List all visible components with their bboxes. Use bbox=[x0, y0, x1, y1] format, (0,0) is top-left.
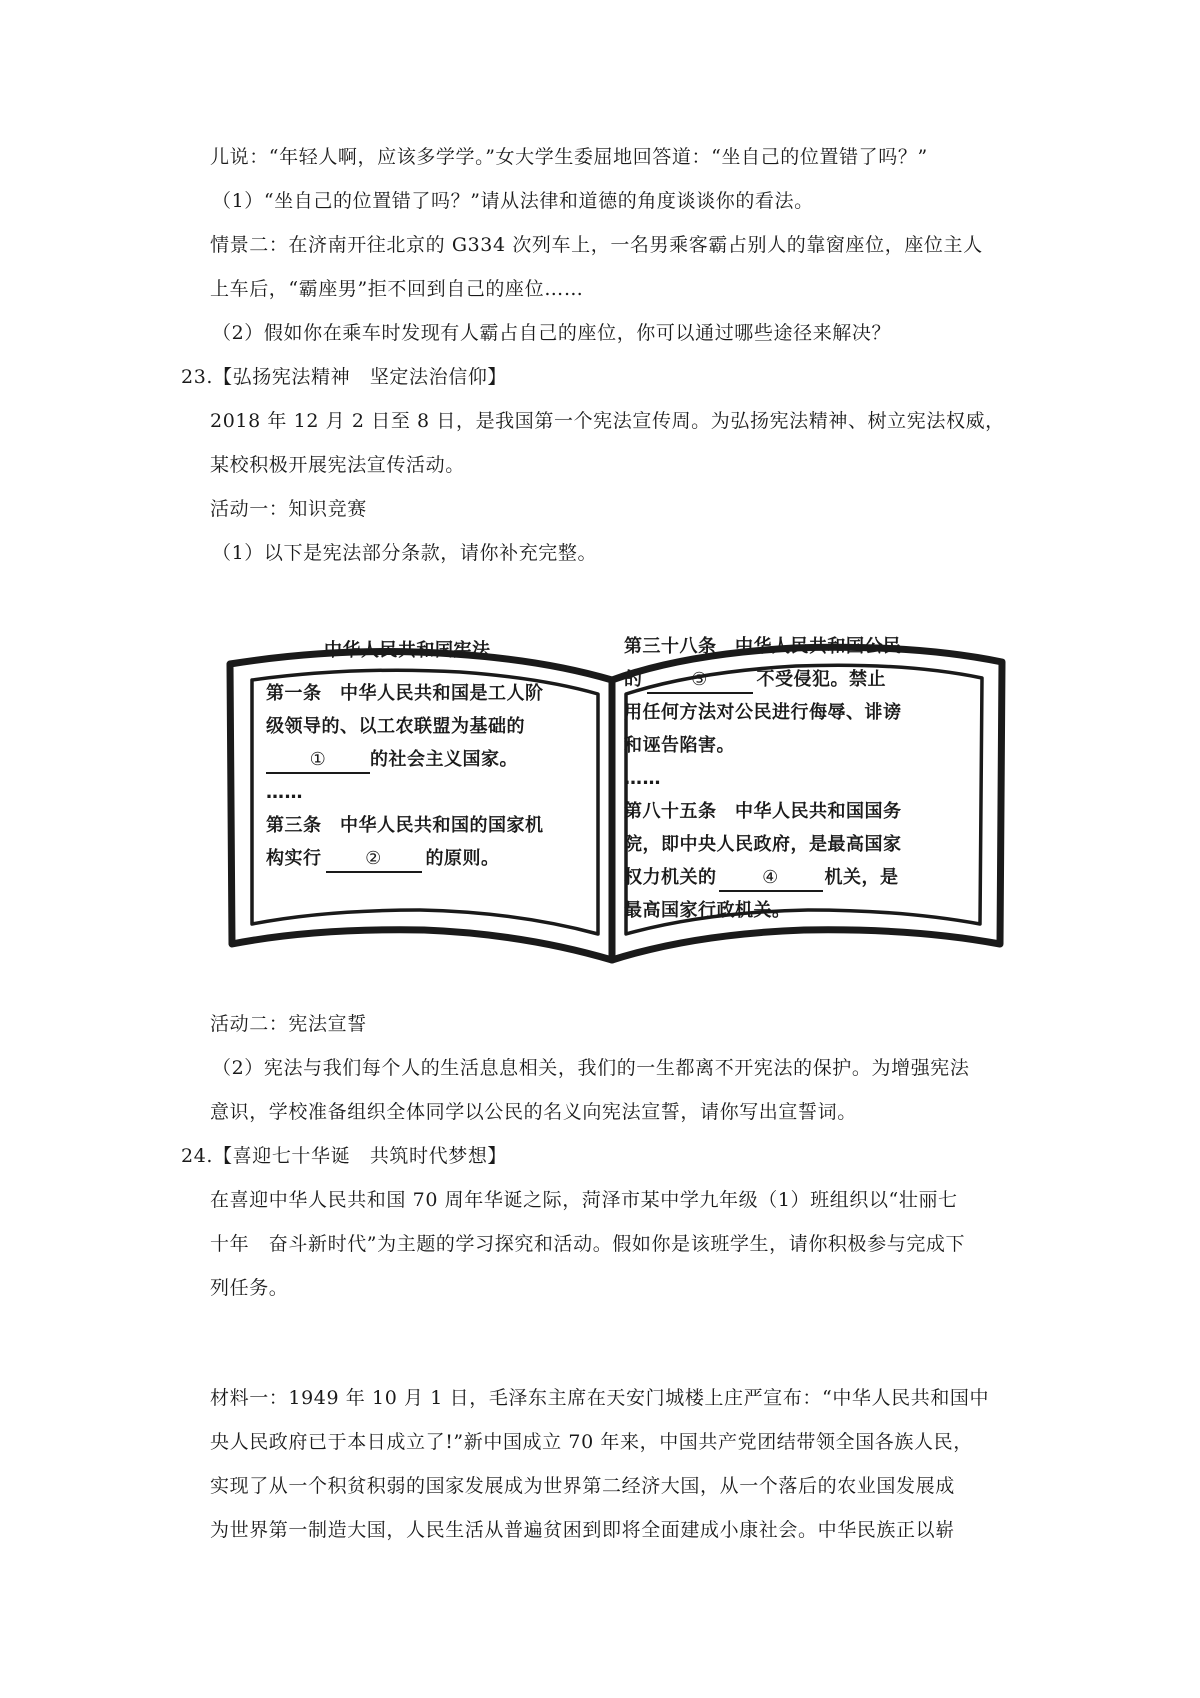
blank-4: ④ bbox=[719, 866, 823, 892]
article-85-line-3 bbox=[624, 861, 899, 894]
q24-intro-line-2: 十年 奋斗新时代”为主题的学习探究和活动。假如你是该班学生，请你积极参与完成下 bbox=[210, 1233, 966, 1255]
activity-two-label: 活动二：宪法宣誓 bbox=[210, 1013, 367, 1035]
question-24-heading: 24.【喜迎七十华诞 共筑时代梦想】 bbox=[181, 1145, 508, 1167]
question-23-part-1: （1）以下是宪法部分条款，请你补充完整。 bbox=[212, 542, 598, 564]
article-1-line-3 bbox=[266, 743, 518, 776]
article-85-line-2: 院，即中央人民政府，是最高国家 bbox=[624, 834, 902, 855]
article-3-line-2 bbox=[266, 842, 500, 875]
article-85-line-4: 最高国家行政机关。 bbox=[624, 900, 791, 921]
activity-one-label: 活动一：知识竞赛 bbox=[210, 498, 367, 520]
scenario-two-line-1: 情景二：在济南开往北京的 G334 次列车上，一名男乘客霸占别人的靠窗座位，座位主人 bbox=[210, 234, 983, 256]
blank-2: ② bbox=[326, 847, 422, 873]
q24-intro-line-3: 列任务。 bbox=[210, 1277, 289, 1299]
article-85-line-1: 第八十五条 中华人民共和国国务 bbox=[624, 801, 902, 822]
article-1-line-1: 第一条 中华人民共和国是工人阶 bbox=[266, 683, 544, 704]
material-one-line-3: 实现了从一个积贫积弱的国家发展成为世界第二经济大国，从一个落后的农业国发展成 bbox=[210, 1475, 955, 1497]
text-line-1: 儿说：“年轻人啊，应该多学学。”女大学生委屈地回答道：“坐自己的位置错了吗？” bbox=[210, 146, 928, 168]
article-1-tail: 的社会主义国家。 bbox=[370, 749, 518, 770]
constitution-book-figure bbox=[224, 628, 1009, 980]
article-3-head: 构实行 bbox=[266, 848, 322, 869]
material-one-line-4: 为世界第一制造大国，人民生活从普遍贫困到即将全面建成小康社会。中华民族正以崭 bbox=[210, 1519, 955, 1541]
article-38-line-1: 第三十八条 中华人民共和国公民 bbox=[624, 636, 902, 657]
article-85-head: 权力机关的 bbox=[624, 867, 717, 888]
material-one-line-1: 材料一：1949 年 10 月 1 日，毛泽东主席在天安门城楼上庄严宣布：“中华人民共和国中 bbox=[210, 1387, 990, 1409]
book-title: 中华人民共和国宪法 bbox=[324, 640, 491, 661]
left-ellipsis: …… bbox=[266, 782, 303, 803]
question-22-part-2: （2）假如你在乘车时发现有人霸占自己的座位，你可以通过哪些途径来解决？ bbox=[212, 322, 892, 344]
q23-intro-line-2: 某校积极开展宪法宣传活动。 bbox=[210, 454, 465, 476]
right-ellipsis: …… bbox=[624, 768, 661, 789]
blank-3: ③ bbox=[647, 668, 753, 694]
article-3-tail: 的原则。 bbox=[425, 848, 500, 869]
scenario-two-line-2: 上车后，“霸座男”拒不回到自己的座位…… bbox=[210, 278, 584, 300]
article-38-tail: 不受侵犯。禁止 bbox=[756, 669, 886, 690]
article-38-line-4: 和诬告陷害。 bbox=[624, 735, 735, 756]
article-85-tail: 机关，是 bbox=[824, 867, 899, 888]
article-38-line-2 bbox=[624, 663, 886, 696]
material-one-line-2: 央人民政府已于本日成立了!”新中国成立 70 年来，中国共产党团结带领全国各族人民， bbox=[210, 1431, 973, 1453]
article-3-line-1: 第三条 中华人民共和国的国家机 bbox=[266, 815, 544, 836]
q23-intro-line-1: 2018 年 12 月 2 日至 8 日，是我国第一个宪法宣传周。为弘扬宪法精神、树立宪法权威， bbox=[210, 410, 1005, 432]
q24-intro-line-1: 在喜迎中华人民共和国 70 周年华诞之际，菏泽市某中学九年级（1）班组织以“壮丽七 bbox=[210, 1189, 958, 1211]
question-22-part-1: （1）“坐自己的位置错了吗？”请从法律和道德的角度谈谈你的看法。 bbox=[212, 190, 814, 212]
article-1-line-2: 级领导的、以工农联盟为基础的 bbox=[266, 716, 525, 737]
article-38-line-3: 用任何方法对公民进行侮辱、诽谤 bbox=[624, 702, 902, 723]
question-23-part-2-line-2: 意识，学校准备组织全体同学以公民的名义向宪法宣誓，请你写出宣誓词。 bbox=[210, 1101, 857, 1123]
question-23-part-2-line-1: （2）宪法与我们每个人的生活息息相关，我们的一生都离不开宪法的保护。为增强宪法 bbox=[212, 1057, 970, 1079]
question-23-heading: 23.【弘扬宪法精神 坚定法治信仰】 bbox=[181, 366, 508, 388]
article-38-head: 的 bbox=[624, 669, 643, 690]
blank-1: ① bbox=[266, 748, 370, 774]
